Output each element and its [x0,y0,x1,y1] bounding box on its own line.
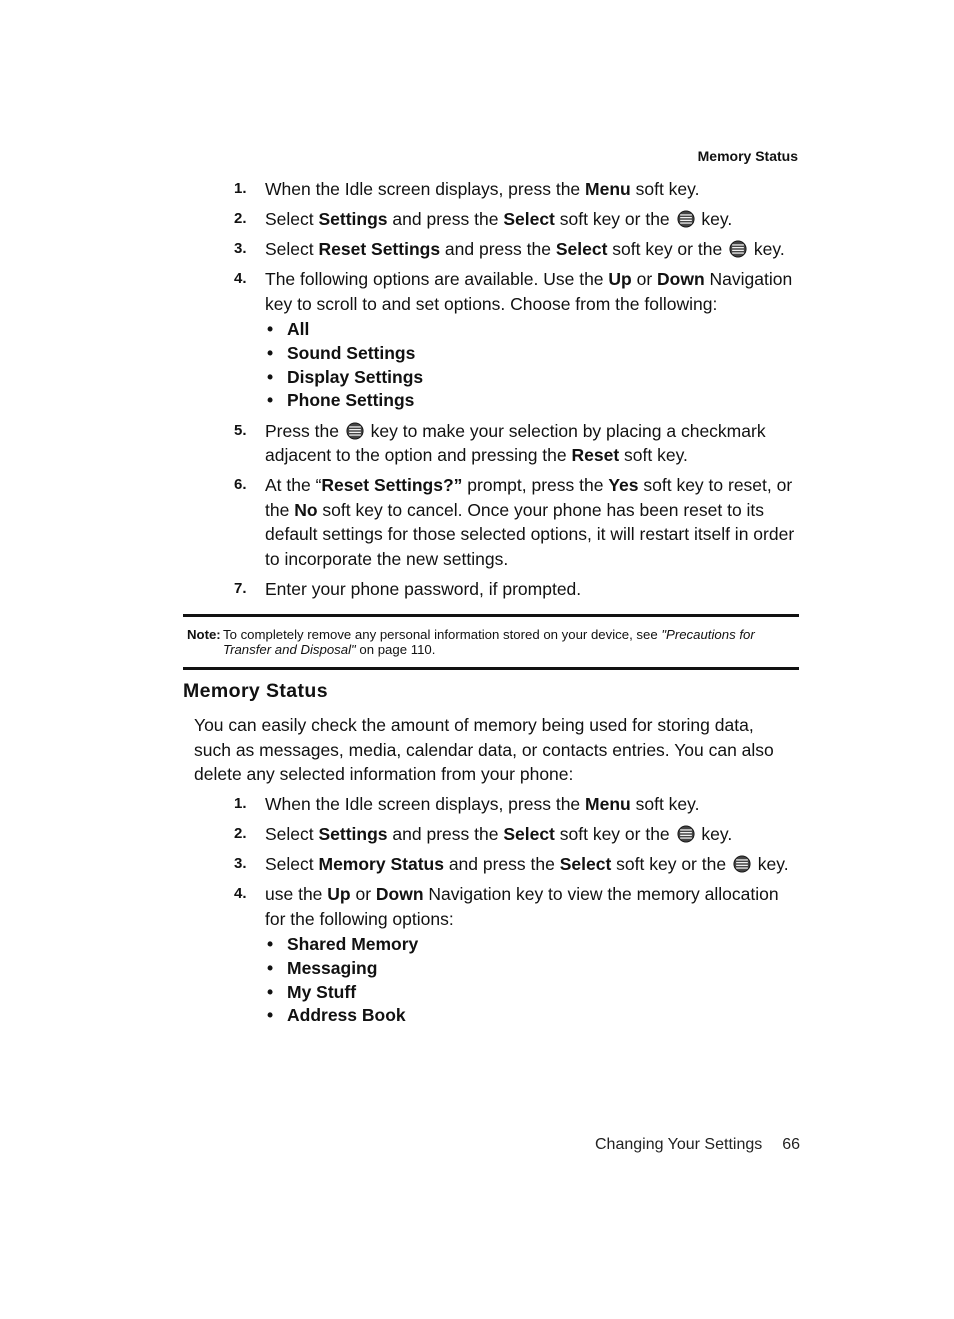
step-text: When the Idle screen displays, press the [265,179,586,199]
step-text: and press the [387,824,504,844]
list-item [234,207,800,232]
navigation-key-icon [729,240,747,258]
step-number: 5. [234,421,247,439]
step-keyword: Select [503,824,555,844]
step-keyword: Yes [608,475,639,496]
note-text: To completely remove any personal information stored on your device, see [223,627,662,642]
step-keyword: Up [608,269,632,289]
step-text: At the “ [265,475,322,496]
step-number: 4. [234,885,247,902]
running-head: Memory Status [697,148,798,164]
step-number: 4. [234,270,247,287]
list-item [234,852,800,877]
navigation-key-icon [346,422,364,440]
step-text: soft key or the [607,239,728,259]
step-text: key. [749,239,785,259]
step-keyword: Reset [571,445,620,466]
option-label: Display Settings [287,366,424,387]
option-label: Phone Settings [287,390,415,411]
step-number: 3. [234,855,247,872]
step-text: soft key to cancel. Once your phone has been reset to its default settings for those selected options, it will restart itself in order to incorporate the new settings. [265,499,795,569]
step-text: soft key. [630,794,700,814]
step-number: 1. [234,180,247,197]
step-keyword: Select [559,854,612,874]
step-text: and press the [440,239,556,259]
step-text: soft key. [619,445,688,466]
footer-section: Changing Your Settings [595,1136,763,1153]
note-link[interactable]: "Precautions for Transfer and Disposal" [223,627,755,657]
step-text: prompt, press the [462,475,609,496]
step-text: Navigation key to view the memory allocation for the following options: [265,884,779,929]
option-item [265,933,800,957]
step-text: Select [265,824,319,844]
option-item [265,342,800,366]
list-item [234,577,800,602]
note-label: Note: [187,627,221,642]
option-item [265,1004,800,1028]
option-item [265,366,800,390]
step-keyword: Settings [318,209,388,229]
list-item [234,792,800,817]
bullet-icon: • [267,366,274,387]
bullet-icon: • [267,957,274,978]
step-number: 3. [234,240,247,257]
step-text: Select [265,239,319,259]
step-number: 2. [234,825,247,842]
step-keyword: Up [327,884,351,904]
step-text: soft key or the [554,824,675,844]
step-text: use the [265,884,328,904]
list-item [234,473,800,571]
step-text: Select [265,209,319,229]
option-label: Address Book [287,1005,406,1026]
reset-settings-steps [234,177,800,607]
bullet-icon: • [267,981,274,1002]
option-item [265,389,800,413]
note-text-after: on page 110. [355,642,436,657]
list-item [234,822,800,847]
step-text: When the Idle screen displays, press the [265,794,586,814]
step-number: 1. [234,795,247,812]
step-keyword: Down [657,269,705,289]
section-title: Memory Status [183,680,328,702]
step-keyword: Reset Settings [318,239,441,259]
step-text: soft key or the [554,209,675,229]
step-keyword: Menu [585,179,631,199]
memory-status-steps [234,792,800,1034]
navigation-key-icon [677,825,695,843]
option-label: Sound Settings [287,342,416,363]
list-item [234,267,800,413]
step-text: key. [752,854,789,874]
note-box [183,614,799,670]
step-text: The following options are available. Use the [265,269,609,289]
step-keyword: Menu [585,794,631,814]
bullet-icon: • [267,934,274,954]
step-text: key to make your selection by placing a checkmark adjacent to the option and pressing the [265,420,766,466]
section-intro: You can easily check the amount of memory being used for storing data, such as messages, media, calendar data, or contacts entries. You can also delete any selected information from your phone: [194,715,774,784]
list-item [234,177,800,202]
step-keyword: Memory Status [318,854,444,874]
page-footer [595,1136,800,1154]
step-keyword: Select [503,209,555,229]
step-text: Select [265,854,319,874]
option-list [265,318,800,413]
option-list [265,933,800,1028]
option-item [265,981,800,1005]
step-text: Press the [265,420,344,441]
step-text: or [350,884,376,904]
step-text: and press the [443,854,560,874]
bullet-icon: • [267,319,274,339]
step-keyword: Reset Settings?” [321,475,463,496]
option-label: Shared Memory [287,934,419,954]
step-keyword: Settings [318,824,388,844]
step-text: and press the [387,209,504,229]
option-label: Messaging [287,957,378,978]
navigation-key-icon [733,855,751,873]
step-keyword: Down [375,884,424,904]
step-number: 6. [234,476,247,494]
list-item [234,419,800,468]
step-text: soft key to reset, or the [265,475,793,520]
step-text: Navigation key to scroll to and set options. Choose from the following: [265,269,793,314]
step-number: 7. [234,579,247,597]
page-number: 66 [782,1136,801,1153]
step-keyword: Select [555,239,608,259]
list-item [234,882,800,1028]
step-text: key. [696,824,733,844]
navigation-key-icon [677,210,695,228]
step-text: key. [696,209,733,229]
option-item [265,318,800,342]
bullet-icon: • [267,1005,274,1026]
list-item [234,237,800,262]
option-label: All [287,319,310,339]
option-item [265,957,800,981]
step-text: Enter your phone password, if prompted. [265,578,582,599]
step-keyword: No [294,499,318,520]
step-text: soft key or the [611,854,731,874]
step-text: or [631,269,658,289]
bullet-icon: • [267,342,274,363]
step-text: soft key. [630,179,700,199]
option-label: My Stuff [287,981,357,1002]
bullet-icon: • [267,390,274,411]
step-number: 2. [234,210,247,227]
